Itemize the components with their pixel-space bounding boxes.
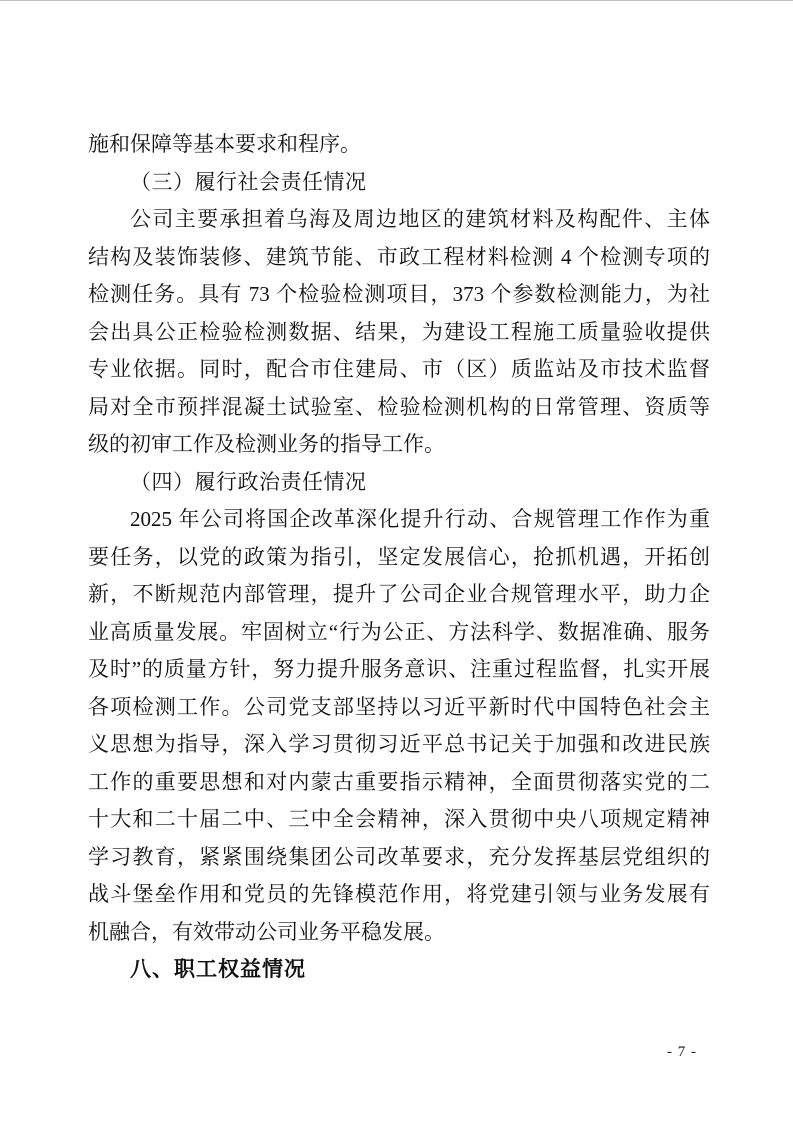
text-line: 级的初审工作及检测业务的指导工作。 <box>88 432 445 456</box>
text-line: 施和保障等基本要求和程序。 <box>88 132 361 156</box>
text-line: 局对全市预拌混凝土试验室、检验检测机构的日常管理、资质等 <box>88 394 710 419</box>
text-line: 新，不断规范内部管理，提升了公司企业合规管理水平，助力企 <box>88 582 710 606</box>
text-line: 战斗堡垒作用和党员的先锋模范作用，将党建引领与业务发展有 <box>88 882 710 906</box>
text-line: 工作的重要思想和对内蒙古重要指示精神，全面贯彻落实党的二 <box>88 769 710 794</box>
text-line: 义思想为指导，深入学习贯彻习近平总书记关于加强和改进民族 <box>88 732 710 756</box>
section-subheading: （三）履行社会责任情况 <box>130 169 367 194</box>
document-body <box>88 126 710 989</box>
text-line: 结构及装饰装修、建筑节能、市政工程材料检测 4 个检测专项的 <box>88 244 710 269</box>
text-line: 公司主要承担着乌海及周边地区的建筑材料及构配件、主体 <box>130 207 710 231</box>
page-number: - 7 - <box>667 1044 697 1060</box>
text-line: 学习教育，紧紧围绕集团公司改革要求，充分发挥基层党组织的 <box>88 844 710 869</box>
text-line: 各项检测工作。公司党支部坚持以习近平新时代中国特色社会主 <box>88 694 710 719</box>
text-line: 机融合，有效带动公司业务平稳发展。 <box>88 919 445 944</box>
text-line: 专业依据。同时，配合市住建局、市（区）质监站及市技术监督 <box>88 357 710 381</box>
text-line: 业高质量发展。牢固树立“行为公正、方法科学、数据准确、服务 <box>88 619 710 644</box>
text-line: 要任务，以党的政策为指引，坚定发展信心，抢抓机遇，开拓创 <box>88 544 710 569</box>
text-line: 2025 年公司将国企改革深化提升行动、合规管理工作作为重 <box>130 507 710 531</box>
text-line: 会出具公正检验检测数据、结果，为建设工程施工质量验收提供 <box>88 319 710 344</box>
text-line: 及时”的质量方针，努力提升服务意识、注重过程监督，扎实开展 <box>88 657 710 681</box>
section-heading: 八、职工权益情况 <box>130 958 306 981</box>
section-subheading: （四）履行政治责任情况 <box>130 469 367 494</box>
text-line: 检测任务。具有 73 个检验检测项目，373 个参数检测能力，为社 <box>88 282 710 306</box>
text-line: 十大和二十届二中、三中全会精神，深入贯彻中央八项规定精神 <box>88 807 710 831</box>
